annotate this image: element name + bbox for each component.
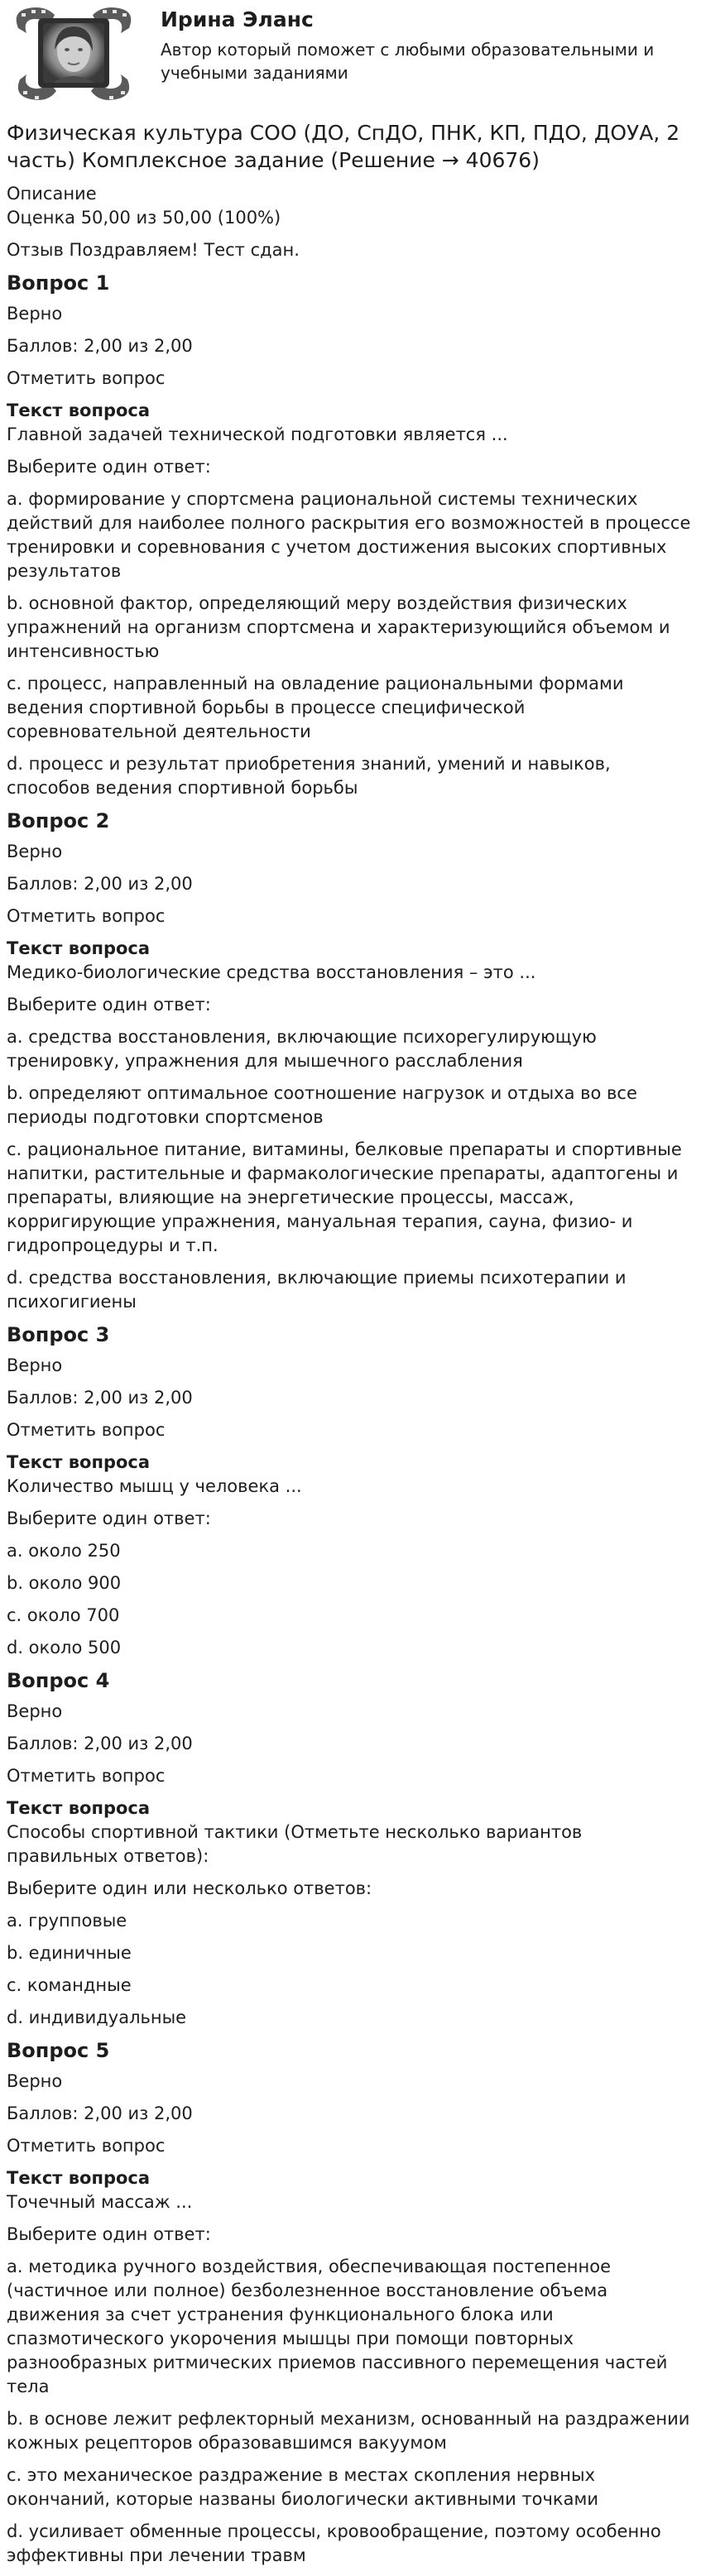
question-2 (7, 808, 693, 1314)
answer-option[interactable]: d. средства восстановления, включающие приемы психотерапии и психогигиены (7, 1268, 627, 1312)
flag-question-link[interactable]: Отметить вопрос (7, 1766, 166, 1786)
question-score: Баллов: 2,00 из 2,00 (7, 2103, 193, 2123)
question-text-label: Текст вопроса (7, 938, 151, 958)
answer-option[interactable]: a. групповые (7, 1911, 127, 1931)
avatar-film-frame-image (12, 3, 136, 103)
grade-line: Оценка 50,00 из 50,00 (100%) (7, 208, 281, 228)
question-score: Баллов: 2,00 из 2,00 (7, 336, 193, 356)
answer-list (7, 487, 693, 800)
question-title: Вопрос 3 (7, 1323, 110, 1346)
answer-option[interactable]: d. индивидуальные (7, 2008, 187, 2027)
flag-question-link[interactable]: Отметить вопрос (7, 368, 166, 388)
answer-option[interactable]: d. процесс и результат приобретения знаний, умений и навыков, способов ведения спортивной борьбы (7, 754, 611, 798)
answer-option[interactable]: c. процесс, направленный на овладение рациональными формами ведения спортивной борьбы в процессе специфической соревновательной деятельности (7, 674, 624, 741)
question-title: Вопрос 1 (7, 271, 110, 295)
answer-list (7, 1539, 693, 1660)
question-text-label: Текст вопроса (7, 401, 151, 420)
answer-option[interactable]: a. около 250 (7, 1541, 121, 1561)
question-title: Вопрос 5 (7, 2039, 110, 2062)
question-text-label: Текст вопроса (7, 1452, 151, 1472)
question-text: Количество мышц у человека ... (7, 1476, 302, 1496)
description-label: Описание (7, 184, 97, 204)
question-status: Верно (7, 842, 63, 861)
flag-question-link[interactable]: Отметить вопрос (7, 906, 166, 926)
question-1 (7, 271, 693, 800)
question-status: Верно (7, 1355, 63, 1375)
answer-prompt: Выберите один ответ: (7, 995, 211, 1015)
question-text-label: Текст вопроса (7, 1798, 151, 1818)
author-avatar (12, 3, 136, 103)
answer-prompt: Выберите один ответ: (7, 1509, 211, 1528)
answer-option[interactable]: c. около 700 (7, 1605, 120, 1625)
answer-option[interactable]: c. рациональное питание, витамины, белковые препараты и спортивные напитки, растительные и фармакологические препараты, адаптогены и препараты, влияющие на энергетические процессы, массаж, корригирующие упражнения, мануальная терапия, сауна, физио- и гидропроцедуры и т.п. (7, 1139, 682, 1255)
answer-prompt: Выберите один ответ: (7, 457, 211, 477)
answer-option[interactable]: a. методика ручного воздействия, обеспечивающая постепенное (частичное или полное) безболезненное восстановление объема движения за счет устранения функционального блока или спазмотического укорочения мышцы при помощи повторных разнообразных ритмических приемов пассивного перемещения частей тела (7, 2257, 668, 2396)
question-title: Вопрос 2 (7, 809, 110, 832)
question-text-label: Текст вопроса (7, 2168, 151, 2188)
answer-option[interactable]: a. формирование у спортсмена рациональной системы технических действий для наиболее полного раскрытия его возможностей в процессе тренировки и соревнования с учетом достижения высоких спортивных результатов (7, 489, 691, 581)
answer-prompt: Выберите один или несколько ответов: (7, 1878, 372, 1898)
answer-option[interactable]: c. это механическое раздражение в местах скопления нервных окончаний, которые названы биологически активными точками (7, 2465, 598, 2509)
flag-question-link[interactable]: Отметить вопрос (7, 2136, 166, 2156)
answer-option[interactable]: b. около 900 (7, 1573, 122, 1593)
answer-option[interactable]: d. усиливает обменные процессы, кровообращение, поэтому особенно эффективны при лечении травм (7, 2521, 661, 2565)
question-score: Баллов: 2,00 из 2,00 (7, 874, 193, 894)
answer-prompt: Выберите один ответ: (7, 2224, 211, 2244)
question-title: Вопрос 4 (7, 1669, 110, 1692)
answer-option[interactable]: c. командные (7, 1975, 132, 1995)
question-4 (7, 1668, 693, 2030)
answer-list (7, 2255, 693, 2568)
document-title: Физическая культура СОО (ДО, СпДО, ПНК, КП, ПДО, ДОУА, 2 часть) Комплексное задание (Решение → 40676) (7, 121, 680, 172)
question-text: Медико-биологические средства восстановления – это ... (7, 962, 536, 982)
answer-option[interactable]: d. около 500 (7, 1638, 122, 1657)
review-line: Отзыв Поздравляем! Тест сдан. (7, 240, 300, 260)
question-score: Баллов: 2,00 из 2,00 (7, 1734, 193, 1753)
question-score: Баллов: 2,00 из 2,00 (7, 1388, 193, 1408)
answer-option[interactable]: b. единичные (7, 1943, 132, 1963)
question-text: Точечный массаж ... (7, 2192, 193, 2212)
question-status: Верно (7, 1701, 63, 1721)
question-5 (7, 2038, 693, 2568)
question-text: Главной задачей технической подготовки является ... (7, 425, 508, 444)
answer-option[interactable]: b. в основе лежит рефлекторный механизм, основанный на раздражении кожных рецепторов образовавшимся вакуумом (7, 2409, 690, 2453)
author-header (7, 0, 693, 118)
answer-list (7, 1025, 693, 1314)
answer-option[interactable]: a. средства восстановления, включающие психорегулирующую тренировку, упражнения для мышечного расслабления (7, 1027, 597, 1071)
author-name: Ирина Эланс (161, 7, 314, 31)
flag-question-link[interactable]: Отметить вопрос (7, 1420, 166, 1440)
question-status: Верно (7, 304, 63, 324)
answer-option[interactable]: b. определяют оптимальное соотношение нагрузок и отдыха во все периоды подготовки спортсменов (7, 1083, 637, 1127)
question-text: Способы спортивной тактики (Отметьте несколько вариантов правильных ответов): (7, 1822, 583, 1866)
question-status: Верно (7, 2071, 63, 2091)
answer-list (7, 1909, 693, 2030)
author-description: Автор который поможет с любыми образовательными и учебными заданиями (161, 40, 655, 83)
question-3 (7, 1322, 693, 1660)
answer-option[interactable]: b. основной фактор, определяющий меру воздействия физических упражнений на организм спортсмена и характеризующийся объемом и интенсивностью (7, 593, 670, 661)
